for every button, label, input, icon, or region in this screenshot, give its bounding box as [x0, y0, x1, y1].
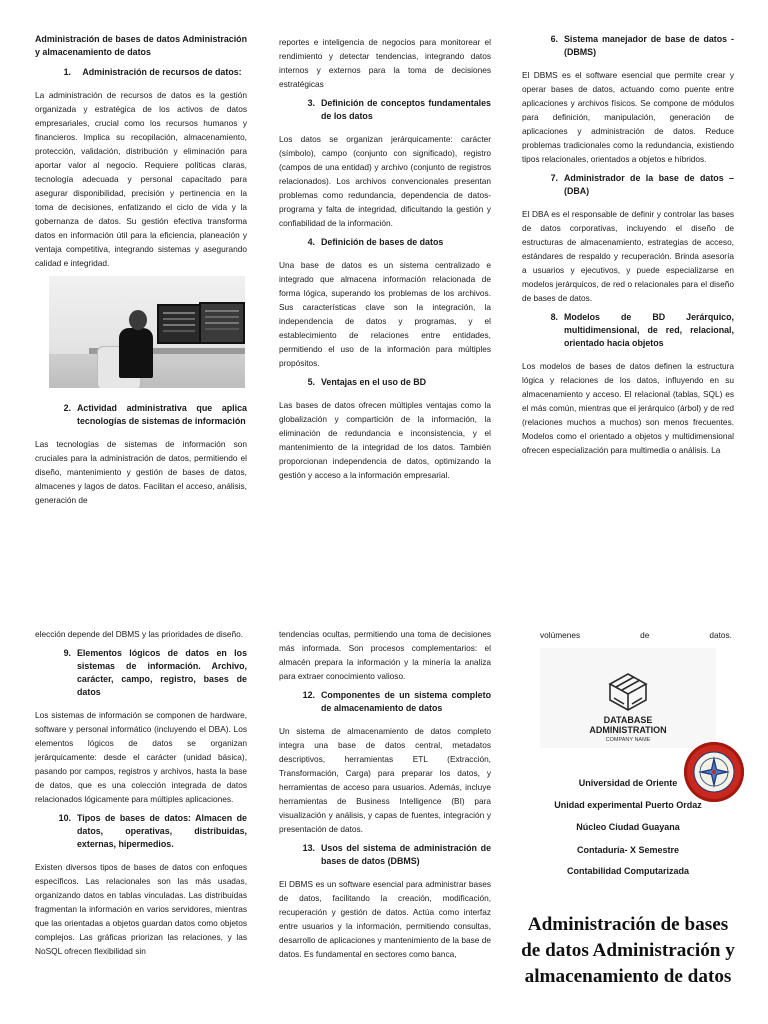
section-7-body: El DBA es el responsable de definir y controlar las bases de datos corporativas, incluyendo el diseño de estructuras de almacenamiento, estrategias de acceso, estándares de respaldo y recuperación. Brinda asesoría a usuarios y ejecutivos, y puede especializarse en modelos jerárquicos, de red o relacionales para el diseño de bases de datos. [522, 209, 734, 303]
section-12-heading: 12. Componentes de un sistema completo de almacenamiento de datos [302, 690, 491, 713]
section-8-heading: 8. Modelos de BD Jerárquico, multidimensional, de red, relacional, orientado hacia objetos [550, 312, 734, 348]
section-6-body: El DBMS es el software esencial que permite crear y operar bases de datos, actuando como puente entre aplicaciones y archivos físicos. Se compone de módulos para definición, manipulación, generación de aplicaciones y administración de datos. Reduce problemas tradicionales como la redundancia, existiendo tipos relacionales, orientados a objetos e híbridos. [522, 70, 734, 164]
section-9-heading: 9. Elementos lógicos de datos en los sistemas de información. Archivo, carácter, campo, registro, bases de datos [63, 648, 247, 697]
section-9-body: Los sistemas de información se componen de hardware, software y personal informático (incluyendo el DBA). Los elementos lógicos de datos se organizan jerárquicamente: desde el carácter (unidad básica), pasando por campos, registros y archivos, hasta la base de datos, que es una colección integrada de datos relacionados lógicamente para múltiples aplicaciones. [35, 710, 247, 804]
col2-top-continuation: reportes e inteligencia de negocios para monitorear el rendimiento y detectar tendencias, integrando datos internos y externos para la toma de decisiones estratégicas [279, 37, 491, 89]
section-2-body: Las tecnologías de sistemas de información son cruciales para la administración de datos, permitiendo el diseño, mantenimiento y gestión de bases de datos, almacenes y lagos de datos. Facilitan el acceso, análisis, generación de [35, 439, 247, 505]
col2-top [279, 35, 491, 488]
section-2-heading: 2. Actividad administrativa que aplica tecnologías de sistemas de información [63, 403, 247, 426]
section-13-heading: 13. Usos del sistema de administración de bases de datos (DBMS) [302, 843, 491, 866]
section-3-body: Los datos se organizan jerárquicamente: carácter (símbolo), campo (conjunto con significado), registro (campos de una entidad) y archivo (conjunto de registros relacionados). Los archivos convencionales presentan problemas como redundancia, dependencia de datos-programa y falta de integridad, dificultando la gestión y confiabilidad de la información. [279, 134, 491, 228]
col2-bottom-continuation: tendencias ocultas, permitiendo una toma de decisiones más informada. Son procesos complementarios: el almacén prepara la información y la minería la analiza para extraer conocimiento valioso. [279, 629, 491, 681]
col1-top [35, 33, 247, 513]
section-4-heading: 4. Definición de bases de datos [307, 237, 444, 247]
section-1-body: La administración de recursos de datos es la gestión organizada y estratégica de los activos de datos empresariales, crucial como los recursos humanos y financieros. Implica su recopilación, almacenamiento, protección, validación, distribución y eliminación para aportar valor al negocio. Requiere políticas claras, tecnología adecuada y personal capacitado para asegurar disponibilidad, precisión y pertinencia en la toma de decisiones, enfatizando el ciclo de vida y la gobernanza de datos. Su gestión efectiva transforma datos en información útil para la eficiencia, planeación y ventaja competitiva, integrando sistemas y asegurando calidad e integridad. [35, 90, 247, 268]
person-at-computer-photo [49, 276, 245, 388]
cover-title: Administración de bases de datos Administración y almacenamiento de datos [521, 914, 735, 987]
university-seal-icon [684, 742, 744, 802]
col3-top [522, 33, 734, 463]
col1-bottom [35, 627, 247, 964]
database-administration-logo [540, 648, 716, 748]
logo-line1: DATABASE [603, 715, 653, 725]
section-10-body: Existen diversos tipos de bases de datos con enfoques específicos. Las relacionales son las más usadas, organizando datos en tablas vinculadas. Las distribuidas fragmentan la información en varios servidores, mientras que las orientadas a objetos guardan datos como objetos complejos. Las gráficas priorizan las relaciones, y las NoSQL ofrecen flexibilidad sin [35, 862, 247, 956]
logo-line3: COMPANY NAME [605, 737, 651, 743]
section-6-heading: 6. Sistema manejador de base de datos - (DBMS) [550, 34, 734, 57]
section-5-body: Las bases de datos ofrecen múltiples ventajas como la globalización y compartición de la información, la eliminación de redundancia e inconsistencia, y el mantenimiento de la integridad de los datos. También proporcionan independencia de datos, optimizando la gestión y acceso a la información empresarial. [279, 400, 491, 480]
career-semester: Contaduría- X Semestre [576, 845, 680, 855]
section-1-heading: 1. Administración de recursos de datos: [63, 67, 242, 77]
subject-name: Contabilidad Computarizada [566, 866, 689, 876]
section-8-body: Los modelos de bases de datos definen la estructura lógica y relaciones de los datos, influyendo en su almacenamiento y acceso. El relacional (tablas, SQL) es el más común, mientras que el jerárquico (árbol) y de red (relaciones muchos a muchos) son menos frecuentes. Modelos como el orientado a objetos y multidimensional ofrecen especialización para multimedia o análisis. La [522, 361, 734, 455]
university-name: Universidad de Oriente [578, 778, 678, 788]
doc-heading: Administración de bases de datos Administración y almacenamiento de datos [35, 34, 247, 57]
section-7-heading: 7. Administrador de la base de datos – (DBA) [550, 173, 734, 196]
col3-bottom-continuation: volúmenes de datos. [540, 630, 732, 640]
nucleo-name: Núcleo Ciudad Guayana [576, 822, 680, 832]
database-logo-icon [540, 648, 716, 748]
logo-line2: ADMINISTRATION [589, 725, 667, 735]
section-13-body: El DBMS es un software esencial para administrar bases de datos, facilitando la creación, modificación, recuperación y gestión de datos. Actúa como interfaz entre usuarios y la información, permitiendo consultas, desarrollo de aplicaciones y mantenimiento de la base de datos. Es fundamental en sectores como banca, [279, 879, 491, 959]
unit-name: Unidad experimental Puerto Ordaz [554, 800, 702, 810]
section-4-body: Una base de datos es un sistema centralizado e integrado que almacena información relacionada de forma lógica, superando los problemas de los archivos. Sus características clave son la integración, la independencia de datos y programas, y el establecimiento de relaciones entre entidades, permitiendo el uso de la información para múltiples propósitos. [279, 260, 491, 368]
section-10-heading: 10. Tipos de bases de datos: Almacen de datos, operativas, distribuidas, externas, hipermedios. [58, 813, 247, 849]
section-5-heading: 5. Ventajas en el uso de BD [307, 377, 427, 387]
col1-bottom-continuation: elección depende del DBMS y las prioridades de diseño. [35, 629, 244, 639]
col2-bottom [279, 627, 491, 967]
section-3-heading: 3. Definición de conceptos fundamentales de los datos [307, 98, 491, 121]
section-12-body: Un sistema de almacenamiento de datos completo integra una base de datos central, metadatos descriptivos, herramientas ETL (Extracción, Transformación, Carga) para preparar los datos, y herramientas de acceso para usuarios. Además, incluye herramientas de Business Intelligence (BI) para visualización y análisis, y capas de fuentes, integración y presentación de datos. [279, 726, 491, 834]
